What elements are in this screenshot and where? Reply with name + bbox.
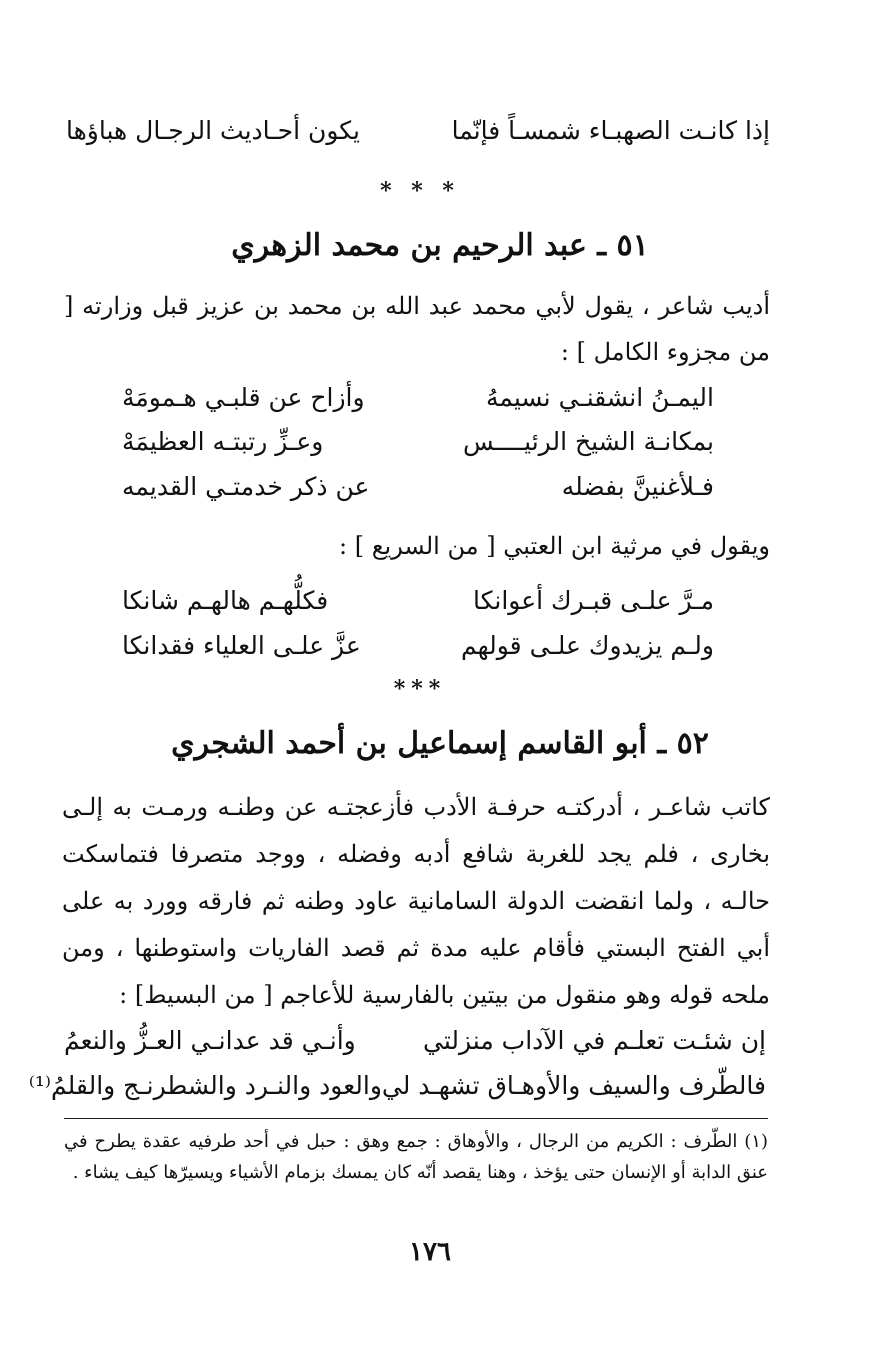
poem-verse (28, 1068, 766, 1104)
section-separator: * * * (380, 178, 460, 204)
verse-hemistich-right: مـرَّ علـى قبـرك أعوانكا (472, 586, 714, 615)
poem-verse (122, 583, 714, 619)
verse-hemistich-right: بمكانـة الشيخ الرئيــــس (463, 427, 714, 456)
verse-hemistich-left: عزَّ علـى العلياء فقدانكا (122, 631, 361, 660)
verse-hemistich-left: يكون أحـاديث الرجـال هباؤها (66, 116, 360, 145)
verse-hemistich-left: والعود والنـرد والشطرنـج والقلمُ⁽¹⁾ (28, 1071, 382, 1100)
verse-hemistich-left: فكلُّهـم هالهـم شانكا (122, 586, 329, 615)
footnote-divider (64, 1118, 768, 1119)
page-number: ١٧٦ (409, 1237, 451, 1267)
footnote: (١) الطّرف : الكريم من الرجال ، والأوهاق : جمع وهق : حبل في أحد طرفيه عقدة يطرح في عنق الدابة أو الإنسان حتى يؤخذ ، وهنا يقصد أنّه كان يمسك بزمام الأشياء ويسيرّها كيف يشاء . (64, 1131, 768, 1183)
poem-verse (122, 380, 714, 416)
entry-body: كاتب شاعـر ، أدركتـه حرفـة الأدب فأزعجتـه عن وطنـه ورمـت به إلـى بخارى ، فلم يجد للغربة شافع أدبه وفضله ، ووجد متصرفا فتماسكت حالـه ، ولما انقضت الدولة السامانية عاود وطنه ثم فارقه وورد به على أبي الفتح البستي فأقام عليه مدة ثم قصد الفاريات واستوطنها ، ومن ملحه قوله وهو منقول من بيتين بالفارسية للأعاجم [ من البسيط] : (62, 793, 770, 1009)
poem-verse (122, 628, 714, 664)
section-separator: *** (393, 676, 447, 702)
verse-hemistich-right: إذا كانـت الصهبـاء شمسـاً فإنّما (451, 116, 770, 145)
entry-title: ٥٢ ـ أبو القاسم إسماعيل بن أحمد الشجري (171, 726, 709, 761)
verse-hemistich-right: اليمـنُ انشقنـي نسيمهُ (485, 383, 714, 412)
verse-hemistich-right: فالطّرف والسيف والأوهـاق تشهـد لي (381, 1071, 766, 1100)
verse-hemistich-left: وأنـي قد عدانـي العـزُّ والنعمُ (64, 1026, 356, 1055)
poem-verse (122, 424, 714, 460)
verse-hemistich-left: وعـزِّ رتبتـه العظيمَهْ (122, 427, 324, 456)
verse-hemistich-left: وأزاح عن قلبـي هـمومَهْ (122, 383, 365, 412)
verse-hemistich-right: فـلأغنينَّ بفضله (561, 472, 714, 501)
poem-verse (64, 1023, 766, 1059)
top-verse (66, 113, 770, 149)
entry-title: ٥١ ـ عبد الرحيم بن محمد الزهري (231, 228, 649, 263)
entry-intro: أديب شاعر ، يقول لأبي محمد عبد الله بن محمد بن عزيز قبل وزارته [ من مجزوء الكامل ] : (64, 292, 770, 366)
verse-hemistich-right: إن شئـت تعلـم في الآداب منزلتي (423, 1026, 766, 1055)
entry-intro-2: ويقول في مرثية ابن العتبي [ من السريع ] : (339, 532, 770, 560)
verse-hemistich-right: ولـم يزيدوك علـى قولهم (460, 631, 714, 660)
poem-verse (122, 469, 714, 505)
verse-hemistich-left: عن ذكر خدمتـي القديمه (122, 472, 370, 501)
